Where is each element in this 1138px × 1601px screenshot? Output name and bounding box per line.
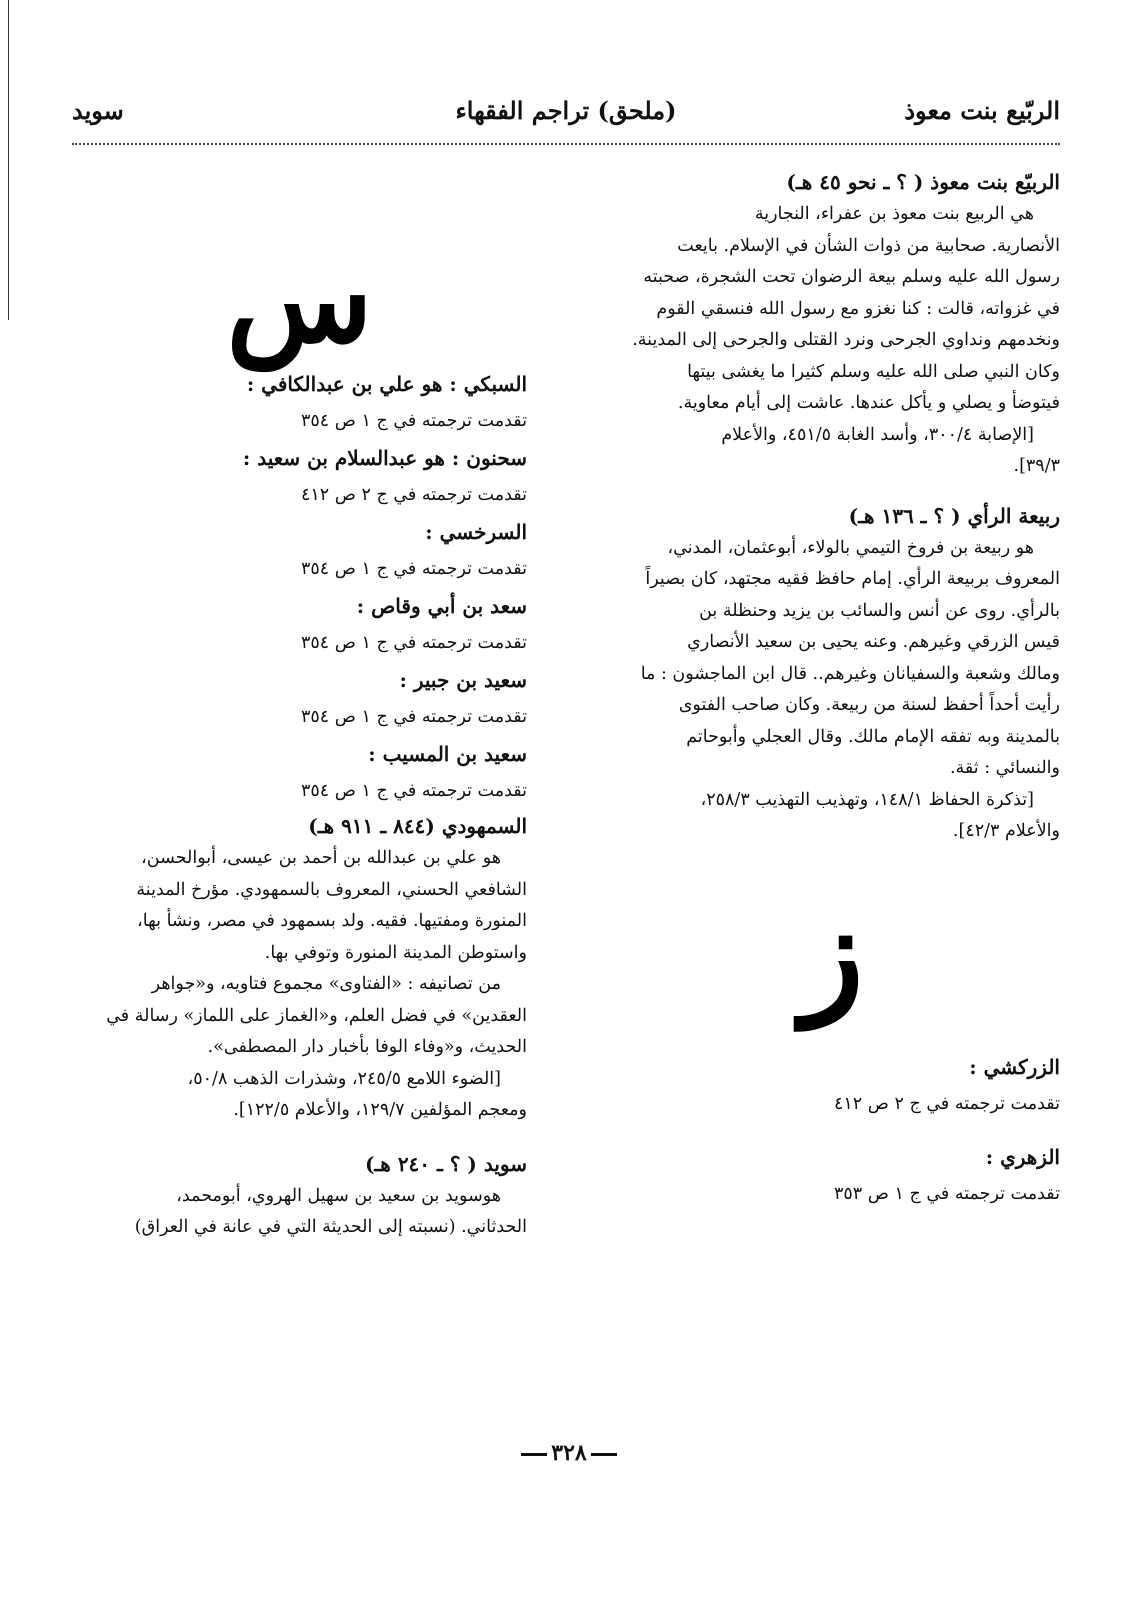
entry-line: قيس الزرقي وغيرهم. وعنه يحيى بن سعيد الأنصاري [687,632,1060,652]
ref-sarakhsi [72,513,527,587]
ref-said-jubayr [72,661,527,735]
ref-name: الزركشي : [969,1054,1060,1079]
entry-title: السمهودي (٨٤٤ ـ ٩١١ هـ) [308,814,527,838]
ref-sahnun [72,439,527,513]
ref-note: تقدمت ترجمته في ج ٢ ص ٤١٢ [834,1093,1060,1114]
ref-name: السبكي : هو علي بن عبدالكافي : [246,372,527,396]
entry-samhudi [72,809,527,1127]
running-header [72,96,1060,136]
page-footer [0,1440,1138,1466]
entry-source: [الإصابة ٣٠٠/٤، وأسد الغابة ٤٥١/٥، والأعلام [721,424,1034,445]
ref-note: تقدمت ترجمته في ج ١ ص ٣٥٤ [301,559,527,579]
entry-line: واستوطن المدينة المنورة وتوفي بها. [264,942,527,963]
entry-title: سويد ( ؟ ـ ٢٤٠ هـ) [364,1151,527,1176]
ref-name: الزهري : [985,1144,1060,1169]
entry-line: هو ربيعة بن فروخ التيمي بالولاء، أبوعثمان، المدني، [667,537,1034,558]
ref-name: سحنون : هو عبدالسلام بن سعيد : [242,446,527,470]
entry-line: في غزواته، قالت : كنا نغزو مع رسول الله فنسقي القوم [656,298,1060,319]
ref-note: تقدمت ترجمته في ج ٢ ص ٤١٢ [301,485,527,505]
header-left-title: سويد [72,96,124,125]
footer-dash [591,1453,617,1456]
entry-source: ومعجم المؤلفين ١٢٩/٧، والأعلام ١٢٢/٥]. [233,1100,527,1120]
ref-note: تقدمت ترجمته في ج ١ ص ٣٥٤ [301,707,527,727]
entry-works: الحديث، و«وفاء الوفا بأخبار دار المصطفى». [207,1037,527,1057]
entry-works: العقدين» في فضل العلم، و«الغماز على اللماز» رسالة في [106,1005,527,1026]
entry-line: بالمدينة وبه تفقه الإمام مالك. وقال العجلي وأبوحاتم [686,726,1060,747]
entry-source: والأعلام ٤٢/٣]. [952,821,1060,841]
entry-line: هي الربيع بنت معوذ بن عفراء، النجارية [754,204,1034,224]
entry-line: بالرأي. روى عن أنس والسائب بن يزيد وحنظلة بن [699,600,1060,621]
section-letter-zay: ز [801,875,864,1029]
entry-title: ربيعة الرأي ( ؟ ـ ١٣٦ هـ) [848,503,1060,528]
left-column [72,165,527,1244]
section-letter-seen: س [226,229,373,370]
entry-line: رأيت أحداً أحفظ لسنة من ربيعة. وكان صاحب الفتوى [678,695,1060,715]
entry-line: الشافعي الحسني، المعروف بالسمهودي. مؤرخ المدينة [136,879,527,900]
entry-line: رسول الله عليه وسلم بيعة الرضوان تحت الشجرة، صحبته [643,267,1060,287]
entry-source: ٣٩/٣]. [1013,456,1060,476]
ref-note: تقدمت ترجمته في ج ١ ص ٣٥٣ [834,1183,1060,1204]
entry-line: وكان النبي صلى الله عليه وسلم كثيرا ما يغشى بيتها [687,361,1060,382]
header-center-title: (ملحق) تراجم الفقهاء [455,96,677,125]
right-column [605,165,1060,1212]
entry-works: من تصانيفه : «الفتاوى» مجموع فتاويه، و«جواهر [151,974,501,994]
page-number: ٣٢٨ [551,1440,587,1466]
entry-line: المعروف بربيعة الرأي. إمام حافظ فقيه مجتهد، كان بصيراً [645,569,1060,589]
entry-line: الأنصارية. صحابية من ذوات الشأن في الإسلام. بايعت [677,235,1060,256]
ref-name: سعيد بن المسيب : [368,742,527,766]
entry-line: الحدثاني. (نسبته إلى الحديثة التي في عانة في العراق) [134,1217,527,1237]
ref-note: تقدمت ترجمته في ج ١ ص ٣٥٤ [301,781,527,801]
entry-suwayd [72,1147,527,1244]
entry-line: ومالك وشعبة والسفيانان وغيرهم.. قال ابن الماجشون : ما [640,663,1060,684]
ref-subki [72,365,527,439]
entry-source: [تذكرة الحفاظ ١٤٨/١، وتهذيب التهذيب ٢٥٨/٣، [700,789,1034,810]
ref-note: تقدمت ترجمته في ج ١ ص ٣٥٤ [301,411,527,431]
ref-name: السرخسي : [425,520,527,544]
ref-note: تقدمت ترجمته في ج ١ ص ٣٥٤ [301,633,527,653]
ref-said-musayyib [72,735,527,809]
entry-rubayyi [605,165,1060,483]
ref-zarkashi [605,1048,1060,1122]
entry-line: هوسويد بن سعيد بن سهيل الهروي، أبومحمد، [176,1185,501,1206]
entry-source: [الضوء اللامع ٢٤٥/٥، وشذرات الذهب ٥٠/٨، [187,1068,501,1089]
entry-line: ونخدمهم ونداوي الجرحى ونرد القتلى والجرحى إلى المدينة. [632,330,1060,350]
scan-edge-line [8,0,9,320]
entry-line: والنسائي : ثقة. [949,758,1060,778]
entry-line: هو علي بن عبدالله بن أحمد بن عيسى، أبوالحسن، [141,848,501,868]
entry-line: المنورة ومفتيها. فقيه. ولد بسمهود في مصر، ونشأ بها، [137,911,527,931]
entry-rabia [605,499,1060,848]
entry-line: فيتوضأ و يصلي و يأكل عندها. عاشت إلى أيام معاوية. [677,393,1060,413]
ref-name: سعد بن أبي وقاص : [356,594,527,618]
ref-zuhri [605,1138,1060,1212]
header-right-title: الربّيع بنت معوذ [904,96,1060,125]
ref-saad [72,587,527,661]
footer-dash [521,1453,547,1456]
header-divider [72,143,1060,145]
ref-name: سعيد بن جبير : [399,668,527,692]
entry-title: الربيّع بنت معوذ ( ؟ ـ نحو ٤٥ هـ) [786,170,1060,194]
